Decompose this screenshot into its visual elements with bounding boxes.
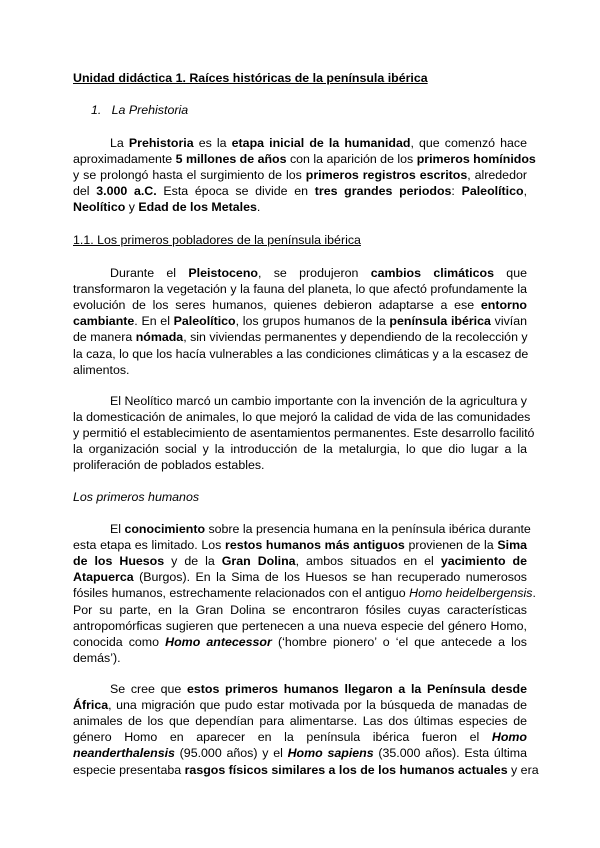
paragraph-line [73,553,527,570]
subsection-heading-primeros-pobladores: 1.1. Los primeros pobladores de la península ibérica [73,233,361,247]
text-run: la domesticación de animales, lo que mejoró la calidad de vida de las comunidades [73,410,531,425]
text-run: aproximadamente [73,152,176,167]
text-run: nómada [135,330,184,345]
text-run: antropomórficas sugieren que pertenecen a una nueva especie del género Homo, [73,618,527,633]
text-run: que [493,266,527,280]
paragraph-line [73,713,527,730]
text-run: , se produjeron [257,266,371,280]
text-run: y permitió el establecimiento de asentamientos permanentes. Este desarrollo facilitó [73,426,535,441]
text-run: rasgos físicos similares a los de los humanos actuales [184,762,508,777]
text-run: península ibérica [389,314,491,329]
text-run: : [451,184,462,199]
text-run: yacimiento de [440,554,528,569]
paragraph-line [73,329,527,346]
text-run: Edad de los Metales [138,200,257,215]
text-run: Homo heidelbergensis [409,586,533,601]
paragraph-line [73,346,527,363]
paragraph-line [73,281,527,298]
text-run: entorno [480,298,527,313]
paragraph-line [73,313,527,330]
text-run: , una migración que pudo estar motivada por la búsqueda de manadas de [108,698,527,713]
paragraph-line [73,762,539,779]
paragraph-line [73,729,527,746]
paragraph-line [73,602,527,619]
paragraph-line [73,441,527,458]
text-run: (35.000 años). Esta última [373,746,527,761]
text-run: y [125,200,139,215]
text-run: . En el [134,314,174,329]
text-run: transformaron la vegetación y la fauna del planeta, lo que afectó profundamente la [73,282,527,297]
subsection-heading-primeros-humanos: Los primeros humanos [73,490,200,504]
text-run: Gran Dolina [221,554,296,569]
paragraph-line [73,537,527,554]
text-run: demás’). [73,650,121,665]
paragraph-line [73,745,527,762]
text-run: , que comenzó hace [410,136,527,150]
text-run: Homo sapiens [287,746,374,761]
text-run: Sima [497,538,527,553]
text-run: conocimiento [124,522,206,536]
text-run: evolución de los seres humanos, quienes debieron adaptarse a ese [73,298,481,313]
paragraph-line [73,585,536,602]
text-run: África [73,698,109,713]
text-run: cambiante [73,314,135,329]
text-run: Homo antecessor [165,634,272,649]
text-run: 3.000 a.C. [96,184,157,199]
paragraph-line [73,183,527,200]
text-run: vivían [490,314,527,329]
text-run: la organización social y la introducción de la metalurgia, lo que dio lugar a la [73,442,527,457]
text-run: (Burgos). En la Sima de los Huesos se han recuperado numerosos [133,570,527,585]
paragraph-line [73,618,527,635]
text-run: La [110,136,129,150]
paragraph-line [73,681,527,698]
text-run: (‘hombre pionero’ o ‘el que antecede a los [271,634,528,649]
text-run: tres grandes periodos [314,184,452,199]
text-run: proliferación de poblados estables. [73,458,265,473]
paragraph-line [73,362,527,379]
paragraph-line [73,393,527,410]
text-run: especie presentaba [73,762,185,777]
text-run: fósiles humanos, estrechamente relacionados con el antiguo [73,586,410,601]
text-run: estos primeros humanos llegaron a la Península desde [186,682,527,696]
text-run: sobre la presencia humana en la península ibérica durante [205,522,531,536]
text-run: género Homo en aparecer en la península ibérica fueron el [73,730,492,745]
text-run: animales de los que dependían para alimentarse. Las dos últimas especies de [73,714,527,729]
text-run: la caza, lo que los hacía vulnerables a las condiciones climáticas y a la escasez de [73,346,529,361]
text-run: neanderthalensis [73,746,175,761]
paragraph-line [73,634,527,651]
text-run: y de la [164,554,222,569]
text-run: (95.000 años) y el [174,746,288,761]
text-run: alimentos. [73,362,130,377]
paragraph-line [73,297,527,314]
text-run: , ambos situados en el [295,554,441,569]
text-run: , alrededor [467,168,527,183]
paragraph-line [73,151,536,168]
text-run: , los grupos humanos de la [235,314,390,329]
text-run: . [256,200,261,215]
text-run: Por su parte, en la Gran Dolina se encontraron fósiles cuyas características [73,602,527,617]
text-run: cambios climáticos [370,266,494,280]
text-run: es la [193,136,232,150]
text-run: y era [507,762,539,777]
text-run: Esta época se divide en [156,184,315,199]
text-run: Durante el [110,266,189,280]
paragraph-line [73,199,527,216]
paragraph-line [73,521,531,538]
text-run: , sin viviendas permanentes y dependiendo de la recolección y [183,330,528,345]
text-run: Prehistoria [128,136,194,150]
text-run: primeros registros escritos [305,168,468,183]
text-run: esta etapa es limitado. Los [73,538,226,553]
paragraph-line [73,457,527,474]
text-run: primeros homínidos [416,152,536,167]
paragraph-line [73,650,527,667]
section-heading-prehistoria: 1. La Prehistoria [91,103,189,117]
paragraph-line [73,409,531,426]
text-run: . [532,586,536,601]
text-run: El [110,522,125,536]
text-run: Neolítico [73,200,126,215]
text-run: de manera [73,330,136,345]
text-run: del [73,184,97,199]
text-run: Pleistoceno [188,266,258,280]
text-run: con la aparición de los [286,152,417,167]
paragraph-line [73,425,535,442]
paragraph-line [73,697,527,714]
text-run: Paleolítico [173,314,236,329]
text-run: provienen de la [404,538,498,553]
text-run: restos humanos más antiguos [225,538,405,553]
paragraph-line [73,167,527,184]
text-run: El Neolítico marcó un cambio importante con la invención de la agricultura y [110,394,527,408]
text-run: , [523,184,528,199]
paragraph-line [73,135,527,152]
document-title: Unidad didáctica 1. Raíces históricas de la península ibérica [73,71,428,85]
text-run: Se cree que [110,682,187,696]
paragraph-line [73,569,527,586]
text-run: de los Huesos [73,554,165,569]
text-run: 5 millones de años [175,152,287,167]
text-run: conocida como [73,634,166,649]
text-run: etapa inicial de la humanidad [231,136,411,150]
text-run: Homo [491,730,527,745]
text-run: Atapuerca [73,570,134,585]
paragraph-line [73,265,527,282]
text-run: Paleolítico [461,184,524,199]
text-run: y se prolongó hasta el surgimiento de los [73,168,306,183]
